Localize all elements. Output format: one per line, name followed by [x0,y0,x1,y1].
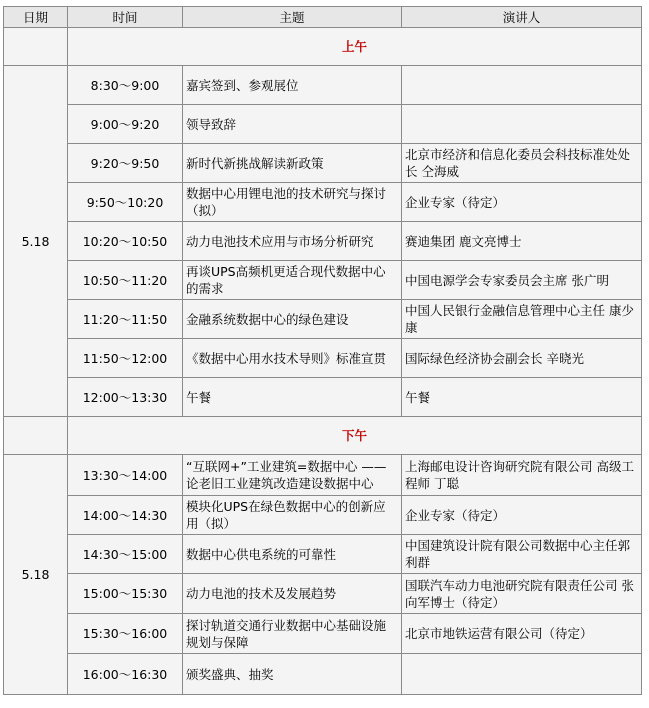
speaker-cell: 赛迪集团 鹿文亮博士 [402,222,642,261]
schedule-row [4,300,642,339]
topic-cell: 动力电池技术应用与市场分析研究 [183,222,402,261]
schedule-row [4,574,642,614]
session-date-blank [4,28,68,66]
time-cell: 15:30～16:00 [68,614,183,654]
time-cell: 10:50～11:20 [68,261,183,300]
session-row-afternoon [4,417,642,455]
schedule-row [4,614,642,654]
time-cell: 14:00～14:30 [68,496,183,535]
topic-cell: 探讨轨道交通行业数据中心基础设施规划与保障 [183,614,402,654]
speaker-cell: 企业专家（待定） [402,496,642,535]
schedule-row [4,496,642,535]
topic-cell: 午餐 [183,378,402,417]
time-cell: 11:50～12:00 [68,339,183,378]
speaker-cell: 午餐 [402,378,642,417]
agenda-table [3,6,642,695]
schedule-row [4,183,642,222]
speaker-cell: 中国电源学会专家委员会主席 张广明 [402,261,642,300]
topic-cell: 新时代新挑战解读新政策 [183,144,402,183]
header-topic: 主题 [183,7,402,28]
speaker-cell [402,654,642,695]
speaker-cell: 北京市经济和信息化委员会科技标准处处长 仝海威 [402,144,642,183]
topic-cell: 再谈UPS高频机更适合现代数据中心的需求 [183,261,402,300]
schedule-row [4,66,642,105]
topic-cell: 《数据中心用水技术导则》标准宣贯 [183,339,402,378]
speaker-cell: 中国人民银行金融信息管理中心主任 康少康 [402,300,642,339]
time-cell: 16:00～16:30 [68,654,183,695]
time-cell: 9:00～9:20 [68,105,183,144]
schedule-row [4,222,642,261]
time-cell: 9:20～9:50 [68,144,183,183]
schedule-row [4,654,642,695]
session-label-afternoon: 下午 [68,417,642,455]
topic-cell: 领导致辞 [183,105,402,144]
speaker-cell [402,105,642,144]
header-row [4,7,642,28]
topic-cell: 嘉宾签到、参观展位 [183,66,402,105]
schedule-row [4,455,642,496]
speaker-cell: 企业专家（待定） [402,183,642,222]
session-label-morning: 上午 [68,28,642,66]
topic-cell: 模块化UPS在绿色数据中心的创新应用（拟） [183,496,402,535]
time-cell: 14:30～15:00 [68,535,183,574]
morning-section [4,66,642,417]
afternoon-section [4,455,642,695]
session-row-morning [4,28,642,66]
header-time: 时间 [68,7,183,28]
header-speaker: 演讲人 [402,7,642,28]
topic-cell: 金融系统数据中心的绿色建设 [183,300,402,339]
topic-cell: “互联网+”工业建筑=数据中心 ——论老旧工业建筑改造建设数据中心 [183,455,402,496]
time-cell: 11:20～11:50 [68,300,183,339]
speaker-cell: 国联汽车动力电池研究院有限责任公司 张向军博士（待定） [402,574,642,614]
speaker-cell: 北京市地铁运营有限公司（待定） [402,614,642,654]
topic-cell: 数据中心供电系统的可靠性 [183,535,402,574]
time-cell: 10:20～10:50 [68,222,183,261]
time-cell: 12:00～13:30 [68,378,183,417]
session-date-blank [4,417,68,455]
date-cell: 5.18 [4,66,68,417]
time-cell: 8:30～9:00 [68,66,183,105]
time-cell: 15:00～15:30 [68,574,183,614]
date-cell: 5.18 [4,455,68,695]
speaker-cell: 国际绿色经济协会副会长 辛晓光 [402,339,642,378]
schedule-row [4,535,642,574]
schedule-row [4,261,642,300]
time-cell: 9:50～10:20 [68,183,183,222]
speaker-cell [402,66,642,105]
speaker-cell: 上海邮电设计咨询研究院有限公司 高级工程师 丁聪 [402,455,642,496]
speaker-cell: 中国建筑设计院有限公司数据中心主任郭利群 [402,535,642,574]
schedule-row [4,339,642,378]
topic-cell: 颁奖盛典、抽奖 [183,654,402,695]
topic-cell: 数据中心用锂电池的技术研究与探讨（拟） [183,183,402,222]
schedule-row [4,105,642,144]
header-date: 日期 [4,7,68,28]
time-cell: 13:30～14:00 [68,455,183,496]
schedule-row [4,144,642,183]
topic-cell: 动力电池的技术及发展趋势 [183,574,402,614]
schedule-row [4,378,642,417]
